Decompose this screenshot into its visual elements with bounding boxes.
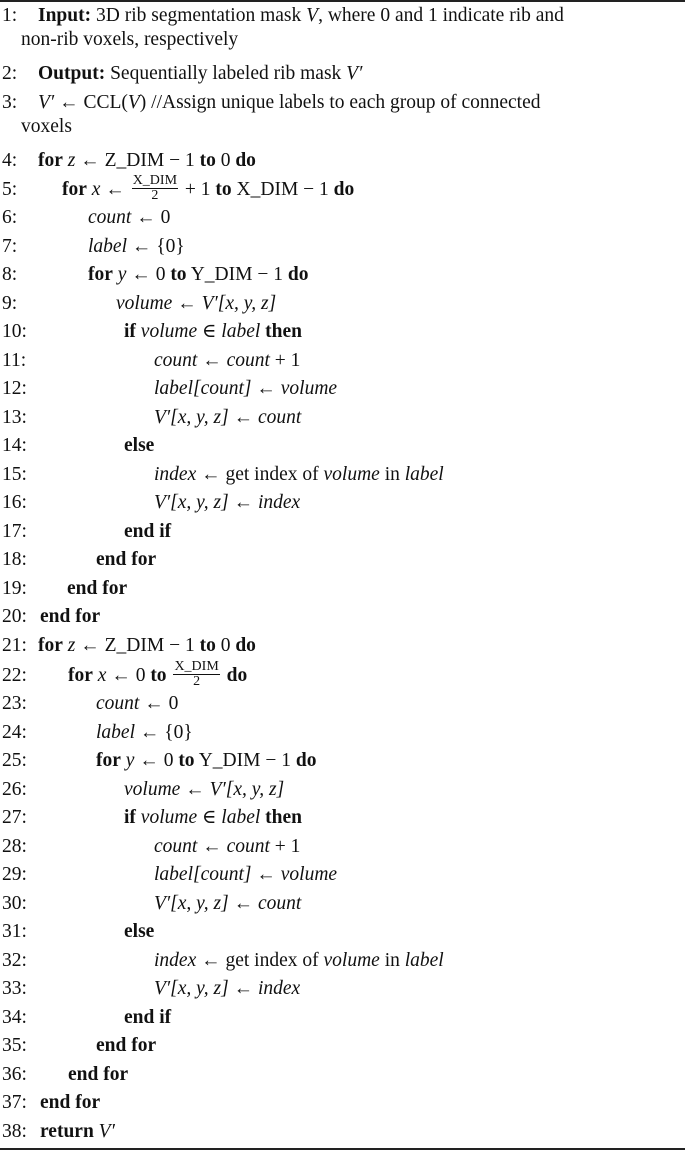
var-volume: volume — [116, 293, 173, 314]
line-text: Y_DIM − 1 — [186, 264, 288, 285]
algo-line-18 — [2, 548, 685, 572]
algo-line-34 — [2, 1006, 685, 1030]
kw-else: else — [124, 435, 155, 456]
arrow: ← — [185, 779, 205, 800]
arrow: ← — [177, 293, 197, 314]
input-keyword: Input: — [38, 5, 92, 26]
arrow: ← — [256, 864, 276, 885]
line-number: 28: — [2, 836, 27, 857]
arrow: ← — [202, 836, 222, 857]
algo-line-30 — [2, 892, 685, 916]
kw-to: to — [170, 264, 187, 285]
algo-line-8 — [2, 263, 685, 287]
line-number: 35: — [2, 1035, 27, 1056]
kw-do: do — [235, 635, 256, 656]
line-number: 7: — [2, 236, 18, 257]
var-vprime: V′ — [98, 1121, 115, 1142]
algo-line-12 — [2, 377, 685, 401]
kw-end-for: end for — [67, 578, 128, 599]
kw-do: do — [235, 150, 256, 171]
var-volume: volume — [323, 464, 380, 485]
line-number: 32: — [2, 950, 27, 971]
line-number: 30: — [2, 893, 27, 914]
kw-for: for — [88, 264, 113, 285]
kw-then: then — [265, 321, 303, 342]
algo-line-9 — [2, 292, 685, 316]
kw-to: to — [215, 178, 232, 200]
line-text: in — [379, 464, 405, 485]
kw-for: for — [62, 178, 87, 200]
algo-line-33 — [2, 977, 685, 1001]
line-text: Z_DIM − 1 — [99, 635, 200, 656]
var-count: count — [257, 893, 302, 914]
algo-line-15 — [2, 463, 685, 487]
var-count: count — [154, 836, 198, 857]
var-count: count — [96, 693, 140, 714]
algo-line-32 — [2, 949, 685, 973]
var-vprime-xyz: V′[x, y, z] — [209, 779, 285, 800]
arrow: ← — [233, 492, 254, 513]
line-text: ← 0 — [131, 207, 171, 228]
algo-line-24 — [2, 721, 685, 745]
line-text: + 1 — [269, 350, 301, 371]
var-label: label — [88, 236, 127, 257]
arrow: ← — [131, 264, 151, 285]
var-label: label — [154, 378, 193, 399]
algo-line-22 — [2, 659, 685, 691]
algo-line-5 — [2, 173, 685, 205]
kw-return: return — [40, 1121, 94, 1142]
arrow: ← — [233, 407, 254, 428]
algo-line-7 — [2, 235, 685, 259]
algo-line-2 — [2, 62, 685, 86]
kw-end-for: end for — [40, 1092, 101, 1113]
var-count: count — [226, 350, 270, 371]
algo-line-16 — [2, 491, 685, 515]
kw-to: to — [150, 664, 167, 686]
var-volume: volume — [124, 779, 181, 800]
line-number: 19: — [2, 578, 27, 599]
line-continuation: non-rib voxels, respectively — [21, 29, 239, 50]
var-y: y — [117, 264, 127, 285]
var-volume: volume — [323, 950, 380, 971]
algo-line-36 — [2, 1063, 685, 1087]
var-vprime-xyz: V′[x, y, z] — [201, 293, 277, 314]
arrow: ← — [80, 635, 100, 656]
line-number: 22: — [2, 664, 27, 686]
line-text: 0 — [215, 150, 236, 171]
line-text: 0 — [135, 664, 151, 686]
algo-line-25 — [2, 749, 685, 773]
line-number: 27: — [2, 807, 27, 828]
line-text: + 1 — [180, 178, 216, 200]
var-index: index — [154, 950, 197, 971]
line-text: 0 — [215, 635, 236, 656]
line-text: Sequentially labeled rib mask — [105, 63, 347, 84]
line-number: 21: — [2, 635, 27, 656]
arrow: ← — [202, 350, 222, 371]
line-number: 23: — [2, 693, 27, 714]
line-number: 37: — [2, 1092, 27, 1113]
line-number: 10: — [2, 321, 27, 342]
line-text: Y_DIM − 1 — [194, 750, 296, 771]
kw-if: if — [124, 321, 136, 342]
var-label: label — [221, 807, 261, 828]
algo-line-19 — [2, 577, 685, 601]
var-label: label — [154, 864, 193, 885]
var-volume: volume — [280, 378, 338, 399]
fraction-numerator: X_DIM — [174, 659, 219, 674]
fraction-numerator: X_DIM — [132, 173, 178, 188]
var-label: label — [96, 722, 135, 743]
algo-line-13 — [2, 406, 685, 430]
line-text: X_DIM − 1 — [231, 178, 334, 200]
algo-line-11 — [2, 349, 685, 373]
line-text: ← {0} — [135, 722, 193, 743]
var-count: count — [154, 350, 198, 371]
kw-do: do — [226, 664, 248, 686]
algo-line-14 — [2, 434, 685, 458]
algo-line-28 — [2, 835, 685, 859]
line-number: 15: — [2, 464, 27, 485]
line-number: 17: — [2, 521, 27, 542]
var-label: label — [404, 464, 444, 485]
line-number: 18: — [2, 549, 27, 570]
line-text: ) //Assign unique labels to each group of connected — [139, 92, 541, 113]
output-keyword: Output: — [38, 63, 106, 84]
line-text: ← 0 — [139, 693, 179, 714]
line-text: 3D rib segmentation mask — [91, 5, 307, 26]
line-text: ∈ — [197, 321, 222, 342]
line-number: 24: — [2, 722, 27, 743]
var-count: count — [226, 836, 270, 857]
var-volume: volume — [140, 807, 198, 828]
var-label: label — [221, 321, 261, 342]
algo-line-31 — [2, 920, 685, 944]
line-number: 4: — [2, 150, 18, 171]
line-number: 8: — [2, 264, 18, 285]
kw-to: to — [178, 750, 195, 771]
algo-line-1 — [2, 4, 685, 52]
var-vprime: V′ — [38, 92, 55, 113]
line-number: 14: — [2, 435, 27, 456]
line-text: ∈ — [197, 807, 222, 828]
var-z: z — [67, 635, 76, 656]
fraction — [132, 174, 178, 203]
line-number: 25: — [2, 750, 27, 771]
kw-end-if: end if — [124, 521, 172, 542]
var-count: count — [257, 407, 302, 428]
line-number: 12: — [2, 378, 27, 399]
kw-if: if — [124, 807, 136, 828]
kw-else: else — [124, 921, 155, 942]
line-text: in — [379, 950, 405, 971]
algo-line-35 — [2, 1034, 685, 1058]
algo-line-17 — [2, 520, 685, 544]
var-vprime-xyz: V′[x, y, z] — [154, 492, 229, 513]
var-v: V — [127, 92, 140, 113]
var-index: index — [154, 464, 197, 485]
fraction-denominator: 2 — [193, 674, 201, 689]
line-text: Z_DIM − 1 — [99, 150, 200, 171]
line-number: 3: — [2, 92, 18, 113]
algo-line-3 — [2, 91, 685, 139]
fraction — [173, 660, 219, 689]
line-text: 0 — [150, 264, 171, 285]
algo-line-26 — [2, 778, 685, 802]
var-count: count — [88, 207, 132, 228]
algo-line-23 — [2, 692, 685, 716]
var-vprime: V′ — [346, 63, 363, 84]
line-text: ← CCL( — [54, 92, 128, 113]
kw-for: for — [68, 664, 93, 686]
algo-line-20 — [2, 605, 685, 629]
fraction-denominator: 2 — [151, 188, 159, 203]
var-vprime-xyz: V′[x, y, z] — [154, 407, 229, 428]
kw-do: do — [287, 264, 309, 285]
line-number: 2: — [2, 63, 18, 84]
line-text: 0 — [158, 750, 179, 771]
arrow: ← — [139, 750, 159, 771]
line-number: 33: — [2, 978, 27, 999]
arrow: ← — [233, 978, 254, 999]
line-number: 36: — [2, 1064, 27, 1085]
kw-end-for: end for — [68, 1064, 129, 1085]
kw-do: do — [295, 750, 317, 771]
var-label-count: [count] — [193, 378, 252, 399]
line-number: 20: — [2, 606, 27, 627]
var-label: label — [404, 950, 444, 971]
line-number: 9: — [2, 293, 18, 314]
var-y: y — [125, 750, 135, 771]
kw-for: for — [38, 635, 63, 656]
kw-to: to — [199, 150, 216, 171]
kw-for: for — [96, 750, 121, 771]
arrow: ← — [256, 378, 276, 399]
line-text: ← get index of — [196, 950, 324, 971]
top-rule — [0, 0, 685, 2]
algo-line-29 — [2, 863, 685, 887]
line-number: 13: — [2, 407, 27, 428]
kw-end-for: end for — [96, 549, 157, 570]
line-text: , where 0 and 1 indicate rib and — [318, 5, 564, 26]
var-z: z — [67, 150, 76, 171]
line-number: 34: — [2, 1007, 27, 1028]
var-x: x — [91, 178, 101, 200]
kw-do: do — [333, 178, 355, 200]
algo-line-37 — [2, 1091, 685, 1115]
line-text: + 1 — [269, 836, 301, 857]
arrow: ← — [105, 178, 125, 200]
kw-for: for — [38, 150, 63, 171]
line-number: 31: — [2, 921, 27, 942]
var-v: V — [306, 5, 319, 26]
kw-end-for: end for — [96, 1035, 157, 1056]
var-volume: volume — [140, 321, 198, 342]
var-vprime-xyz: V′[x, y, z] — [154, 893, 229, 914]
line-number: 26: — [2, 779, 27, 800]
arrow: ← — [80, 150, 100, 171]
line-number: 6: — [2, 207, 18, 228]
line-number: 29: — [2, 864, 27, 885]
kw-end-for: end for — [40, 606, 101, 627]
line-text: ← get index of — [196, 464, 324, 485]
var-index: index — [257, 978, 301, 999]
kw-then: then — [265, 807, 303, 828]
var-vprime-xyz: V′[x, y, z] — [154, 978, 229, 999]
line-number: 5: — [2, 178, 18, 200]
line-number: 11: — [2, 350, 27, 371]
var-index: index — [257, 492, 301, 513]
line-text: ← {0} — [127, 236, 185, 257]
algo-line-4 — [2, 149, 685, 173]
line-continuation: voxels — [21, 116, 72, 137]
algo-line-27 — [2, 806, 685, 830]
algo-line-21 — [2, 634, 685, 658]
arrow: ← — [111, 664, 131, 686]
kw-to: to — [199, 635, 216, 656]
line-number: 1: — [2, 5, 18, 26]
algo-line-38 — [2, 1120, 685, 1144]
var-label-count: [count] — [193, 864, 252, 885]
kw-end-if: end if — [124, 1007, 172, 1028]
algo-line-10 — [2, 320, 685, 344]
line-number: 16: — [2, 492, 27, 513]
arrow: ← — [233, 893, 254, 914]
var-x: x — [97, 664, 107, 686]
var-volume: volume — [280, 864, 338, 885]
algo-line-6 — [2, 206, 685, 230]
bottom-rule — [0, 1148, 685, 1150]
line-number: 38: — [2, 1121, 27, 1142]
